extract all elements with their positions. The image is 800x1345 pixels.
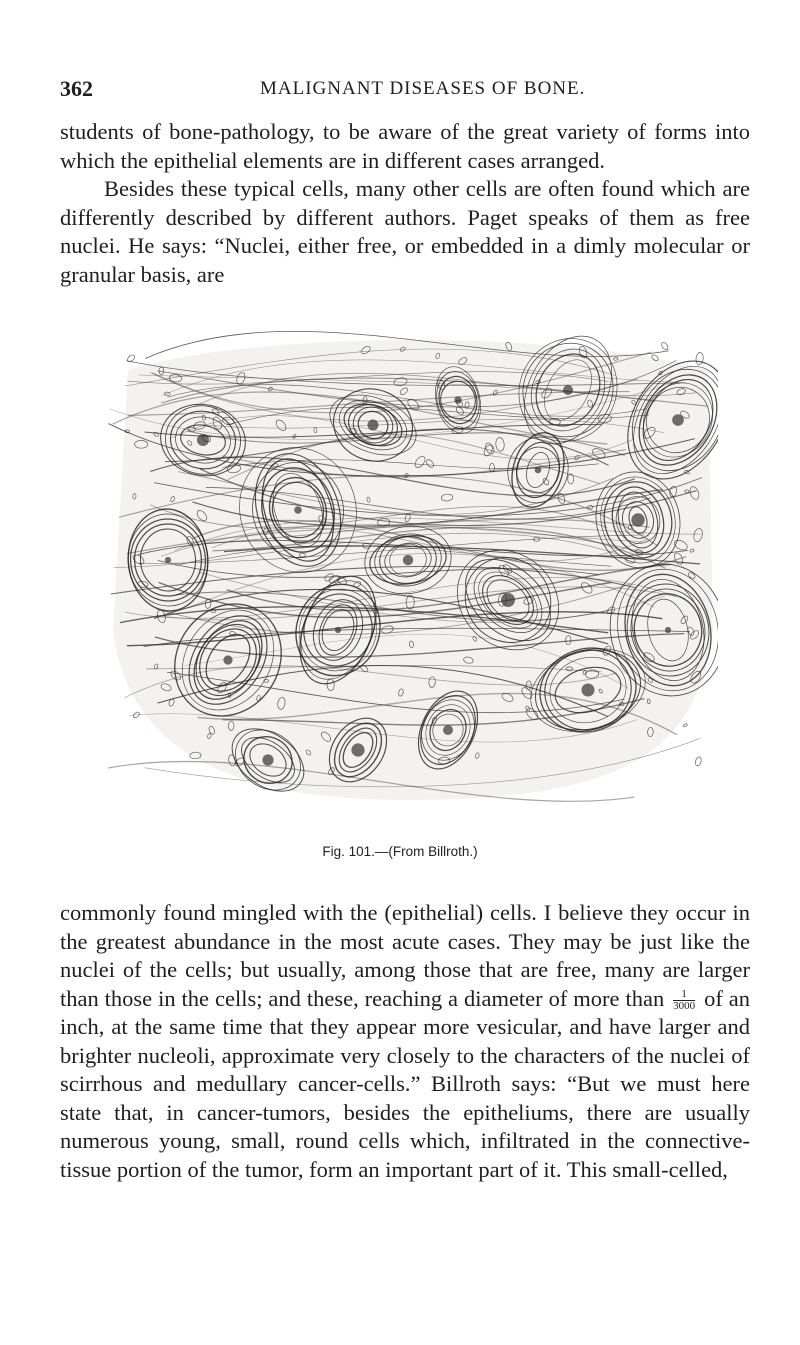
histology-engraving [108,330,718,806]
cell-nucleus [403,555,413,565]
cell-nucleus [223,655,232,664]
cell-nucleus [335,627,341,633]
cell-nucleus [443,725,453,735]
text-block-bottom [60,899,750,1184]
paragraph-text-part: of an inch, at the same time that they appear more vesicular, and have larger and brighter nucleoli, approximate very closely to the characters of the nuclei of scirrhous and medullary cancer-cells.” Billroth says: “But we must here state that, in cancer-tumors, besides the epitheliums, there are usually numerous young, small, round cells which, infiltrated in the connective-tissue portion of the tumor, form an important part of it. This small-celled, [60,985,751,1182]
fraction-denominator: 3000 [673,999,696,1012]
paragraph-text-part: commonly found mingled with the (epithelial) cells. I believe they occur in the greatest abundance in the most acute cases. They may be just like the nuclei of the cells; but usually, among those that are free, many are larger than those in the cells; and these, reaching a diameter of more than [60,900,750,1011]
page-number: 362 [60,76,93,101]
cell-nucleus [665,627,671,633]
text-block-top [60,118,750,289]
figure-caption: Fig. 101.—(From Billroth.) [322,844,478,859]
paragraph: students of bone-pathology, to be aware of the great variety of forms into which the epithelial elements are in different cases arranged. [60,119,750,173]
cell-nucleus [563,385,573,395]
cell-nucleus [262,754,273,765]
cell-nucleus [368,420,379,431]
cell-nucleus [501,593,515,607]
figure-histology-illustration [108,330,718,806]
cell-nucleus [351,743,364,756]
running-title: MALIGNANT DISEASES OF BONE. [260,78,586,99]
page-header [60,76,750,106]
paragraph [60,899,750,1184]
small-cell [695,756,703,766]
small-cell [695,352,703,365]
fraction-numerator: 1 [673,989,695,1001]
paragraph: Besides these typical cells, many other cells are often found which are differently described by different authors. Paget speaks of them as free nuclei. He says: “Nuclei, either free, or embedded in a dimly molecular or granular basis, are [60,176,750,287]
cell-nucleus [165,557,171,563]
small-cell [660,341,669,351]
cell-nucleus [582,684,595,697]
cell-nucleus [535,467,542,474]
cell-nucleus [294,506,302,514]
small-cell [126,354,136,363]
small-cell [683,723,688,727]
cell-nucleus [631,513,644,526]
fraction [673,989,695,1012]
